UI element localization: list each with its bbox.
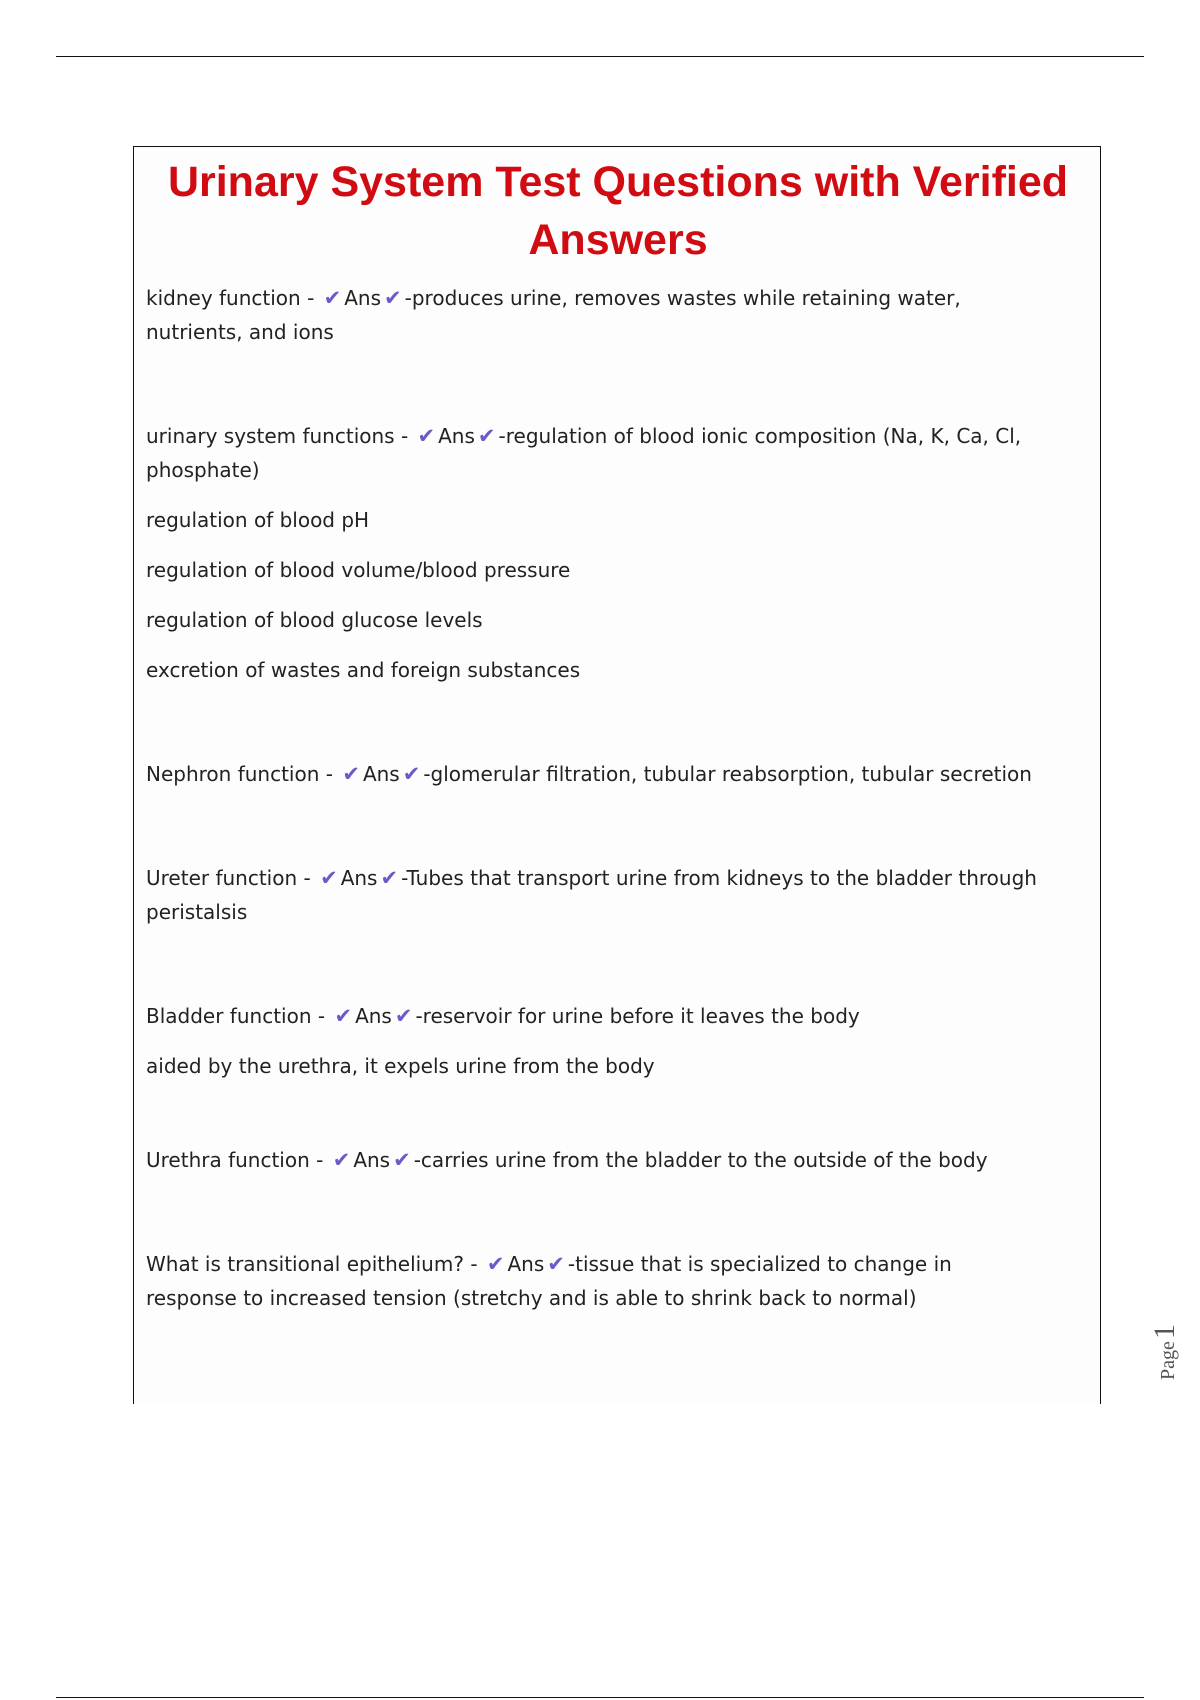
qa-entry-bladder — [146, 999, 1086, 1083]
question-term: Bladder function - — [146, 1004, 332, 1028]
qa-line — [146, 419, 1086, 453]
checkmark-icon: ✔ — [334, 1004, 353, 1028]
qa-line — [146, 757, 1086, 791]
answer-text: -glomerular filtration, tubular reabsorption, tubular secretion — [423, 762, 1032, 786]
qa-entry-transitional-epithelium — [146, 1247, 1086, 1315]
checkmark-icon: ✔ — [380, 866, 399, 890]
qa-list — [146, 281, 1086, 1315]
answer-label: Ans — [362, 762, 400, 786]
qa-entry-ureter — [146, 861, 1086, 929]
answer-text: -tissue that is specialized to change in — [567, 1252, 952, 1276]
answer-text: -produces urine, removes wastes while retaining water, — [404, 286, 961, 310]
answer-label: Ans — [438, 424, 475, 448]
qa-line — [146, 1247, 1086, 1281]
qa-line — [146, 999, 1086, 1033]
question-term: Ureter function - — [146, 866, 318, 890]
answer-extra-line: regulation of blood volume/blood pressure — [146, 558, 571, 582]
qa-line — [146, 1143, 1086, 1177]
answer-label: Ans — [355, 1004, 392, 1028]
question-term: kidney function - — [146, 286, 321, 310]
answer-extra-line: regulation of blood pH — [146, 508, 370, 532]
checkmark-icon: ✔ — [547, 1252, 565, 1276]
qa-line — [146, 861, 1086, 895]
answer-label: Ans — [353, 1148, 391, 1172]
answer-text: -regulation of blood ionic composition (Na, K, Ca, Cl, — [498, 424, 1022, 448]
document-title: Urinary System Test Questions with Verified Answers — [167, 158, 1069, 264]
answer-extra-line: aided by the urethra, it expels urine from the body — [146, 1054, 655, 1078]
question-term: What is transitional epithelium? - — [146, 1252, 484, 1276]
page-number-value: 1 — [1148, 1324, 1181, 1340]
question-term: Nephron function - — [146, 762, 340, 786]
page-number — [1148, 1324, 1182, 1380]
answer-label: Ans — [340, 866, 378, 890]
answer-continuation: phosphate) — [146, 458, 260, 482]
checkmark-icon: ✔ — [402, 762, 421, 786]
answer-label: Ans — [344, 286, 382, 310]
question-term: Urethra function - — [146, 1148, 330, 1172]
footer-rule — [56, 1697, 1144, 1698]
checkmark-icon: ✔ — [394, 1004, 413, 1028]
answer-text: -reservoir for urine before it leaves the body — [415, 1004, 860, 1028]
checkmark-icon: ✔ — [477, 424, 496, 448]
checkmark-icon: ✔ — [486, 1252, 505, 1276]
page-word: Page — [1157, 1341, 1179, 1380]
qa-line — [146, 281, 1086, 315]
checkmark-icon: ✔ — [384, 286, 402, 310]
checkmark-icon: ✔ — [320, 866, 338, 890]
qa-entry-urethra — [146, 1143, 1086, 1177]
answer-extra-line: regulation of blood glucose levels — [146, 608, 483, 632]
qa-entry-urinary-system — [146, 419, 1086, 687]
checkmark-icon: ✔ — [393, 1148, 411, 1172]
header-rule — [56, 56, 1144, 57]
checkmark-icon: ✔ — [342, 762, 360, 786]
checkmark-icon: ✔ — [417, 424, 436, 448]
answer-continuation: nutrients, and ions — [146, 320, 334, 344]
answer-text: -carries urine from the bladder to the outside of the body — [413, 1148, 988, 1172]
answer-text: -Tubes that transport urine from kidneys to the bladder through — [401, 866, 1037, 890]
question-term: urinary system functions - — [146, 424, 415, 448]
checkmark-icon: ✔ — [323, 286, 342, 310]
answer-extra-line: excretion of wastes and foreign substances — [146, 658, 581, 682]
document-frame — [133, 146, 1101, 1404]
answer-label: Ans — [507, 1252, 545, 1276]
answer-continuation: peristalsis — [146, 900, 248, 924]
checkmark-icon: ✔ — [332, 1148, 351, 1172]
qa-entry-kidney — [146, 281, 1086, 349]
qa-entry-nephron — [146, 757, 1086, 791]
answer-continuation: response to increased tension (stretchy and is able to shrink back to normal) — [146, 1286, 917, 1310]
